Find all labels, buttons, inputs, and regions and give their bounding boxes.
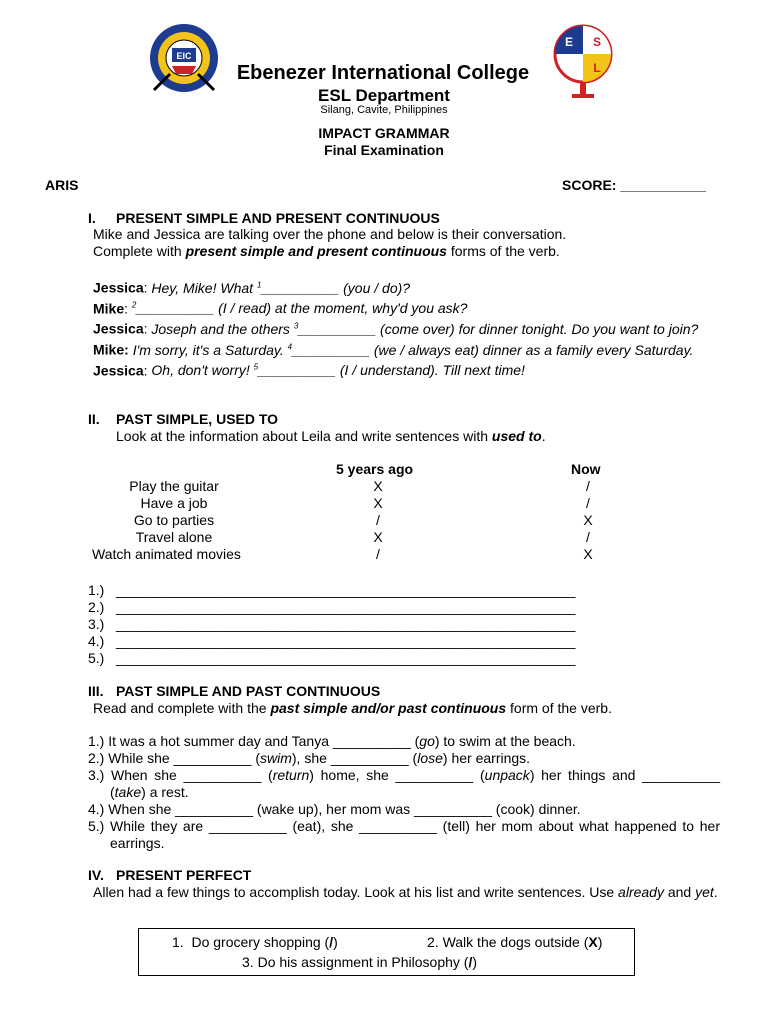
esl-letter-l: L bbox=[593, 61, 601, 75]
dialogue-line: Mike: I'm sorry, it's a Saturday. $^4$__________ (we / always eat) dinner as a family every Saturday. bbox=[93, 341, 694, 358]
dialogue-line: Mike: $^2$__________ (I / read) at the moment, why'd you ask? bbox=[93, 300, 468, 317]
task-item: 1. Do grocery shopping (/) bbox=[172, 934, 338, 950]
section-1-heading: I. PRESENT SIMPLE AND PRESENT CONTINUOUS bbox=[88, 210, 440, 226]
section-2-intro: Look at the information about Leila and write sentences with used to. bbox=[116, 428, 546, 444]
answer-lines bbox=[88, 582, 628, 667]
esl-letter-s: S bbox=[592, 35, 602, 49]
department-name: ESL Department bbox=[318, 86, 450, 105]
table-row: Travel alone X / bbox=[135, 529, 590, 545]
col-now: Now bbox=[571, 461, 601, 477]
subject-title: IMPACT GRAMMAR bbox=[318, 125, 450, 141]
list-item: 2.) While she __________ (swim), she __________ (lose) her earrings. bbox=[88, 750, 531, 766]
answer-line[interactable]: 3.) ___________________________________________________________ bbox=[88, 616, 576, 632]
table-row: Watch animated movies / X bbox=[92, 546, 593, 562]
task-item: 2. Walk the dogs outside (X) bbox=[427, 934, 603, 950]
section-3-intro: Read and complete with the past simple and/or past continuous form of the verb. bbox=[93, 700, 612, 716]
section-4-intro: Allen had a few things to accomplish today. Look at his list and write sentences. Use already and yet. bbox=[93, 884, 718, 900]
dialogue bbox=[93, 276, 720, 379]
table-row: Play the guitar X / bbox=[129, 478, 590, 494]
answer-line[interactable]: 4.) ___________________________________________________________ bbox=[88, 633, 576, 649]
dialogue-line: Jessica: Hey, Mike! What $^1$__________ (you / do)? bbox=[93, 279, 411, 296]
exam-title: Final Examination bbox=[324, 142, 444, 158]
list-item: 4.) When she __________ (wake up), her mom was __________ (cook) dinner. bbox=[88, 801, 581, 817]
esl-letter-e: E bbox=[564, 35, 574, 49]
list-item: 3.) When she __________ (return) home, she __________ (unpack) her things and __________ (take) a rest. bbox=[88, 767, 720, 800]
task-item: 3. Do his assignment in Philosophy (/) bbox=[242, 954, 478, 970]
section-1-intro: Mike and Jessica are talking over the phone and below is their conversation. Complete with present simple and present continuous forms of the verb. bbox=[93, 226, 567, 259]
answer-line[interactable]: 1.) ___________________________________________________________ bbox=[88, 582, 576, 598]
section-2-heading: II. PAST SIMPLE, USED TO bbox=[88, 411, 279, 427]
student-name: ARIS bbox=[45, 177, 79, 193]
dialogue-line: Jessica: Joseph and the others $^3$__________ (come over) for dinner tonight. Do you want to join? bbox=[93, 320, 699, 337]
college-name: Ebenezer International College bbox=[236, 62, 530, 84]
activity-table bbox=[88, 461, 648, 563]
section-3-items bbox=[88, 733, 720, 852]
dialogue-line: Jessica: Oh, don't worry! $^5$__________ (I / understand). Till next time! bbox=[93, 362, 525, 379]
section-3-heading: III. PAST SIMPLE AND PAST CONTINUOUS bbox=[88, 683, 381, 699]
col-5-years-ago: 5 years ago bbox=[336, 461, 414, 477]
answer-line[interactable]: 5.) ___________________________________________________________ bbox=[88, 650, 576, 666]
seal-lettering: EIC bbox=[176, 51, 192, 61]
list-item: 5.) While they are __________ (eat), she __________ (tell) her mom about what happened to her earrings. bbox=[88, 818, 720, 851]
list-item: 1.) It was a hot summer day and Tanya __________ (go) to swim at the beach. bbox=[88, 733, 576, 749]
answer-line[interactable]: 2.) ___________________________________________________________ bbox=[88, 599, 576, 615]
location: Silang, Cavite, Philippines bbox=[320, 104, 448, 116]
table-row: Go to parties / X bbox=[133, 512, 593, 528]
score-field: SCORE: ___________ bbox=[562, 177, 706, 193]
section-4-heading: IV. PRESENT PERFECT bbox=[88, 867, 252, 883]
table-row: Have a job X / bbox=[140, 495, 590, 511]
task-list-box bbox=[138, 928, 635, 976]
